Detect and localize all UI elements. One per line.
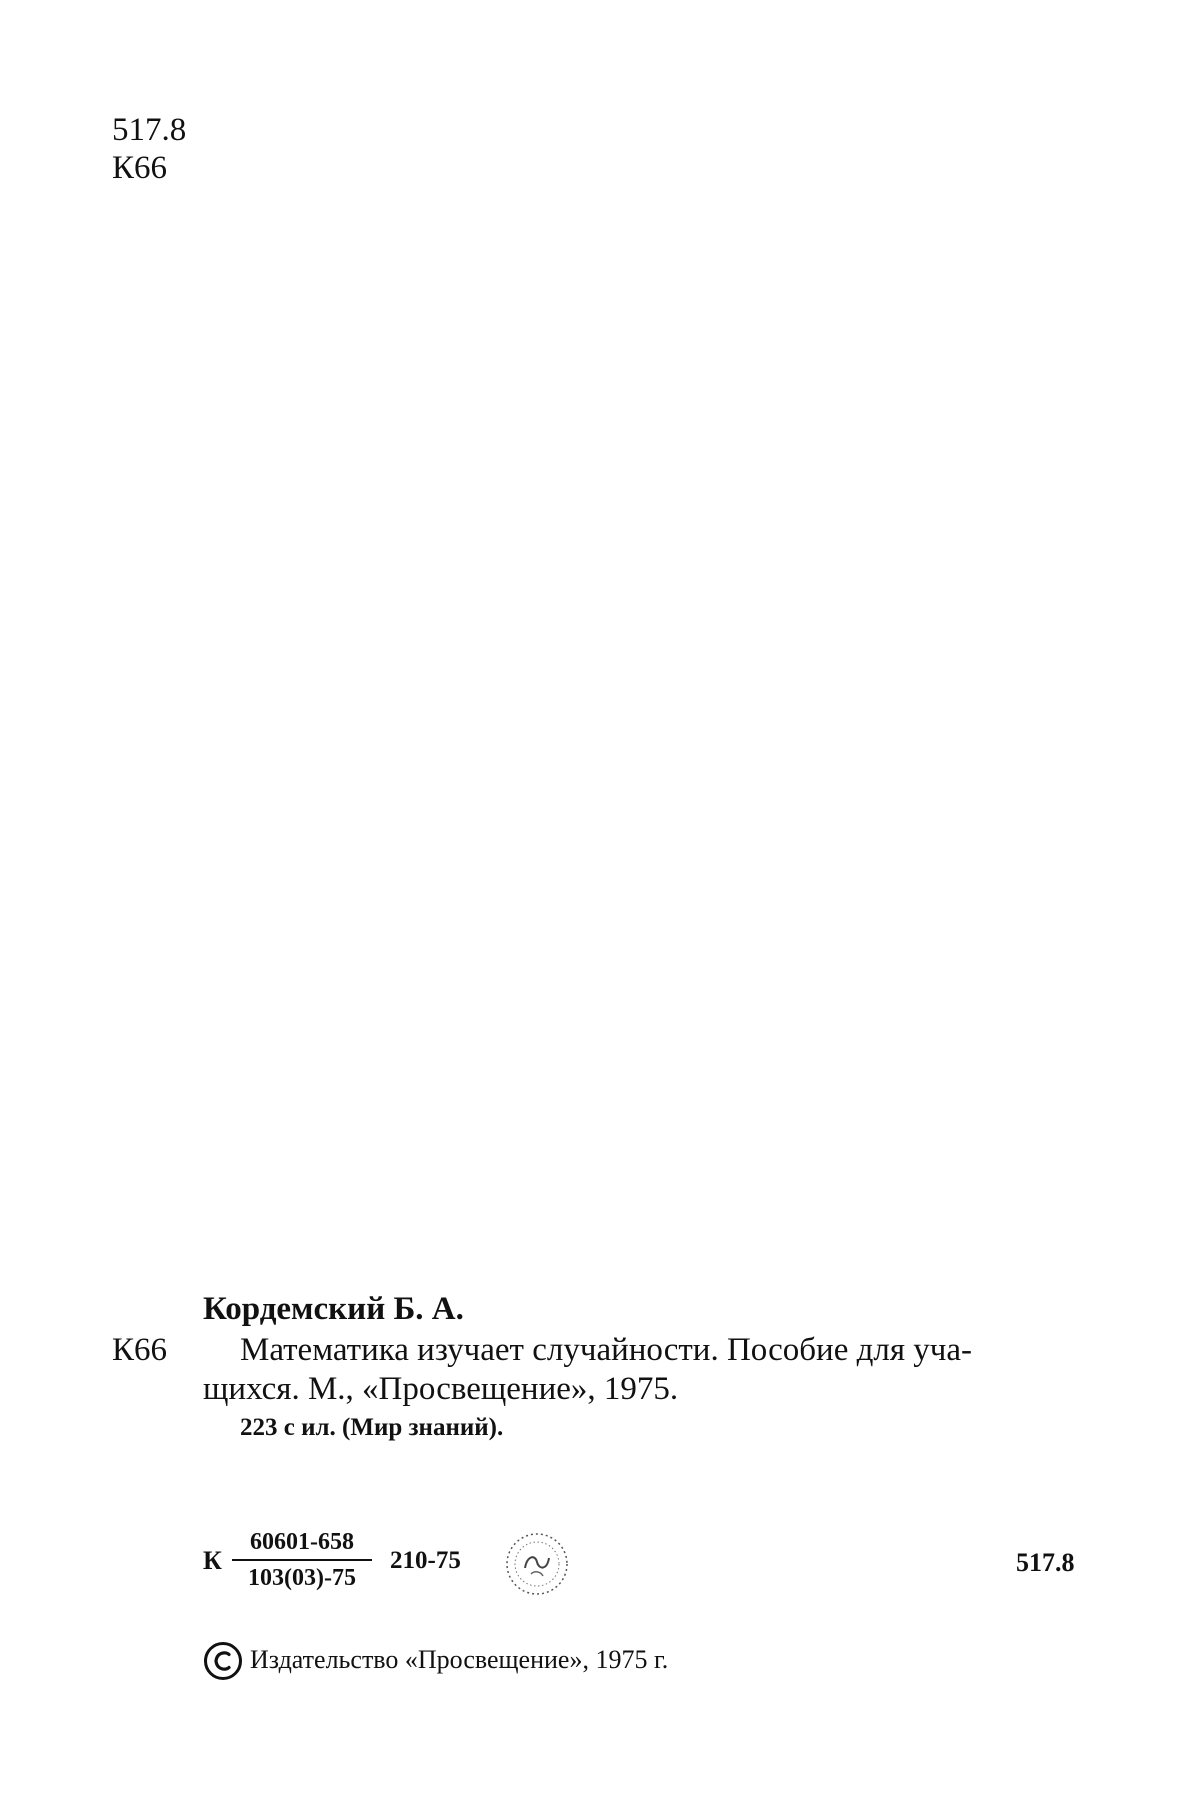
- side-catalog-code: К66: [112, 1332, 168, 1368]
- index-fraction: [232, 1527, 372, 1593]
- book-title-line-1: Математика изучает случайности. Пособие для уча-: [240, 1332, 973, 1368]
- copyright-icon: [203, 1641, 243, 1681]
- index-letter: К: [203, 1546, 222, 1575]
- book-title-line-2: щихся. М., «Просвещение», 1975.: [203, 1371, 679, 1407]
- index-numerator: 60601-658: [232, 1527, 372, 1561]
- pages-info: 223 с ил. (Мир знаний).: [240, 1414, 504, 1441]
- index-denominator: 103(03)-75: [248, 1565, 356, 1591]
- copyright-text: Издательство «Просвещение», 1975 г.: [250, 1645, 669, 1674]
- udc-right: 517.8: [1016, 1548, 1075, 1577]
- catalog-udc-top: 517.8: [112, 112, 187, 148]
- author-name: Кордемский Б. А.: [203, 1291, 464, 1327]
- price-code: 210-75: [390, 1547, 461, 1574]
- publisher-stamp-icon: [503, 1530, 571, 1598]
- catalog-code-top: К66: [112, 150, 168, 186]
